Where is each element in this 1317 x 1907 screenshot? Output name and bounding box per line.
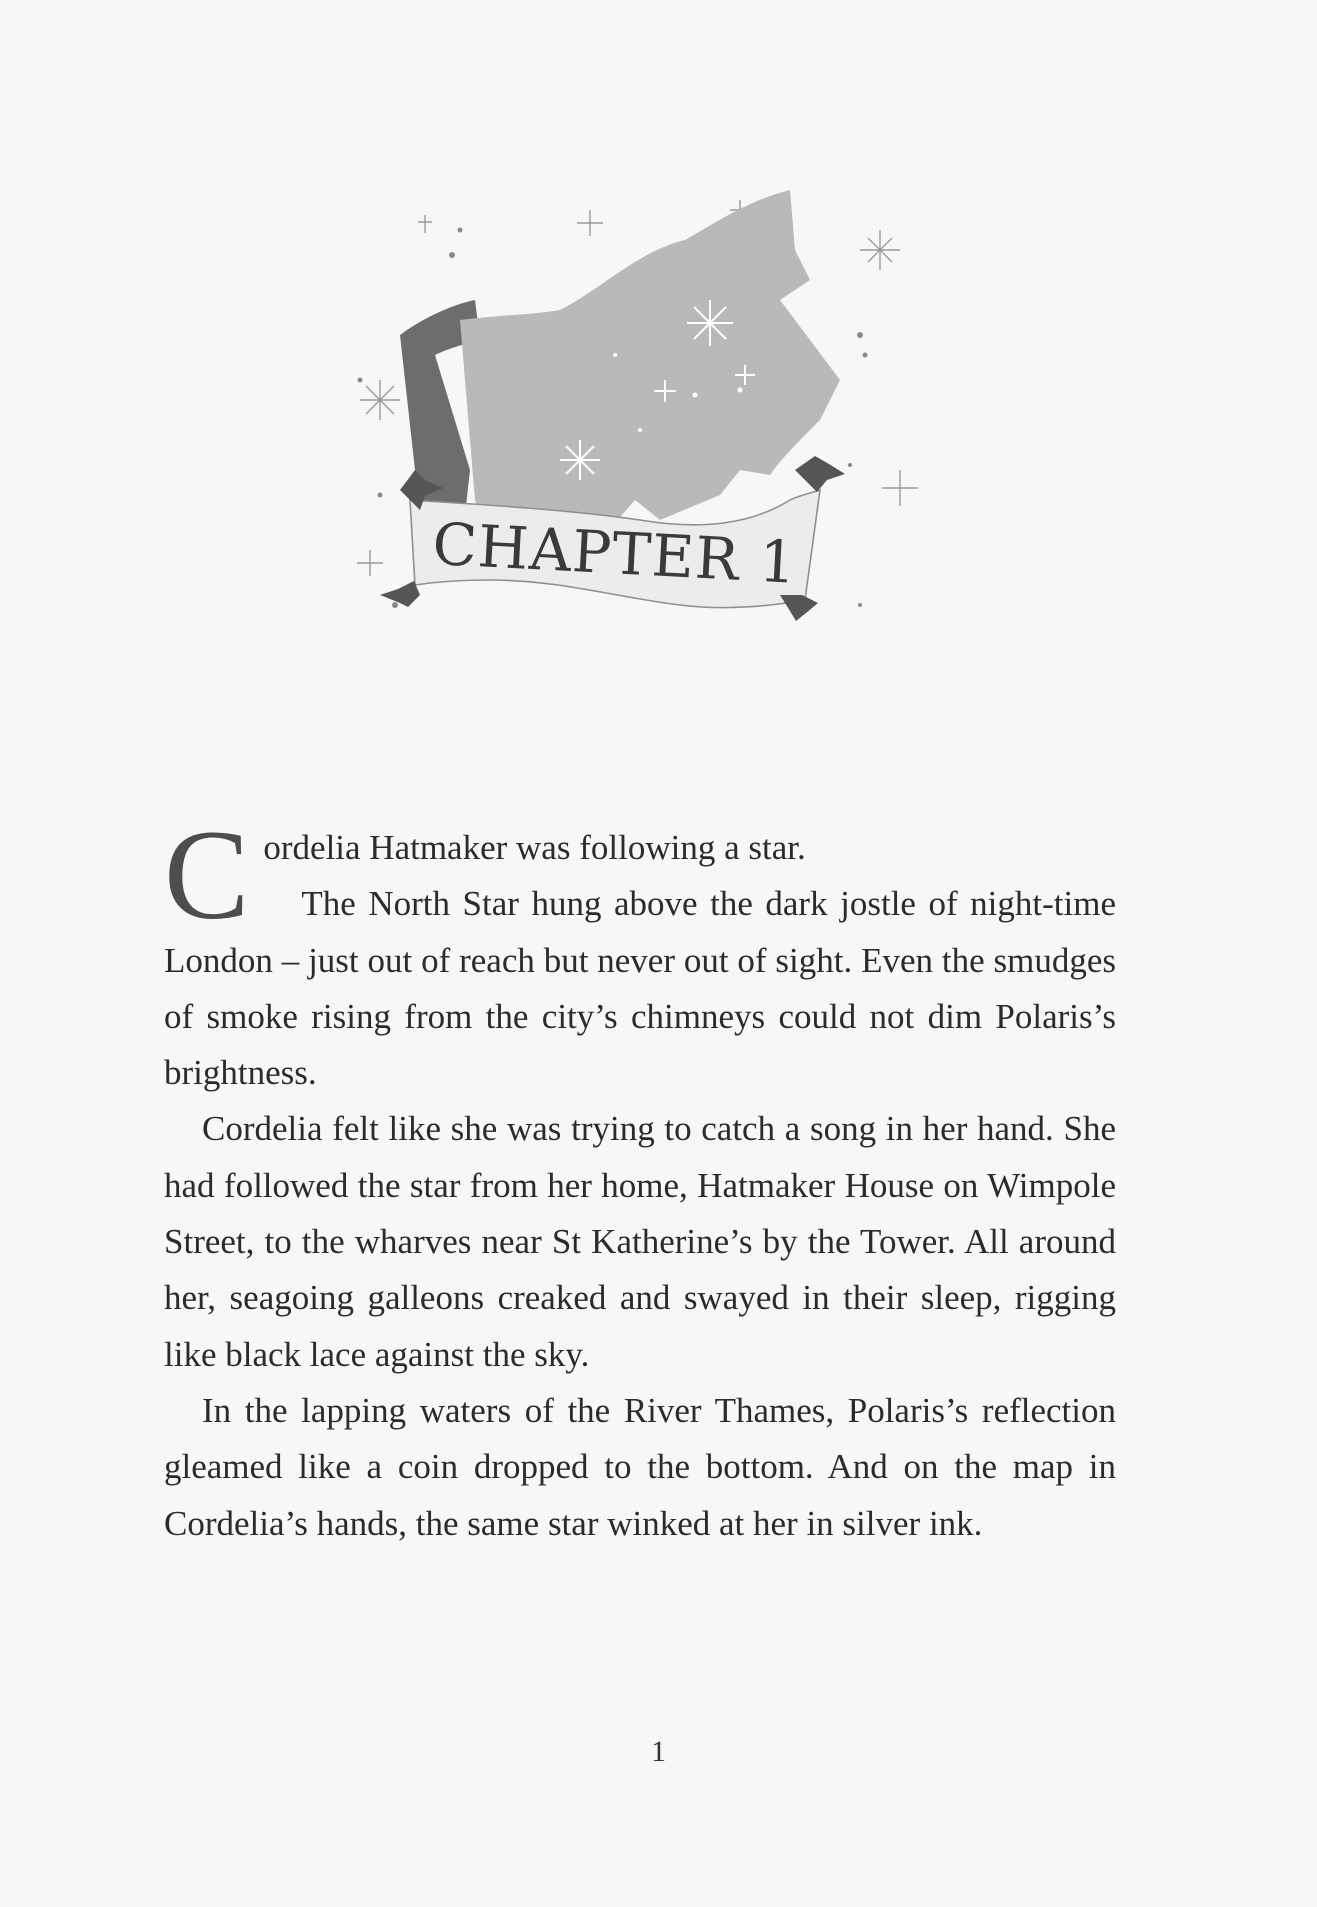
- page-number: 1: [651, 1735, 666, 1768]
- paragraph: In the lapping waters of the River Thames, Polaris’s reflection gleamed like a coin dropped to the bottom. And on the map in Cordelia’s hands, the same star winked at her in silver ink.: [164, 1390, 1116, 1543]
- chapter-body: [164, 804, 1116, 1552]
- drop-cap: C: [164, 804, 250, 946]
- chapter-heading: CHAPTER 1: [430, 509, 799, 597]
- paragraph: Cordelia felt like she was trying to catch a song in her hand. She had followed the star from her home, Hatmaker House on Wimpole Street, to the wharves near St Katherine’s by the Tower. All around her, seagoing galleons creaked and swayed in their sleep, rigging like black lace against the sky.: [164, 1109, 1116, 1374]
- paragraph: The North Star hung above the dark jostle of night-time London – just out of reach but never out of sight. Even the smudges of smoke rising from the city’s chimneys could not dim Polaris’s brightness.: [164, 884, 1116, 1093]
- opening-sentence: ordelia Hatmaker was following a star.: [263, 828, 806, 867]
- opening-paragraph: [164, 804, 1116, 946]
- chapter-illustration: [340, 140, 940, 740]
